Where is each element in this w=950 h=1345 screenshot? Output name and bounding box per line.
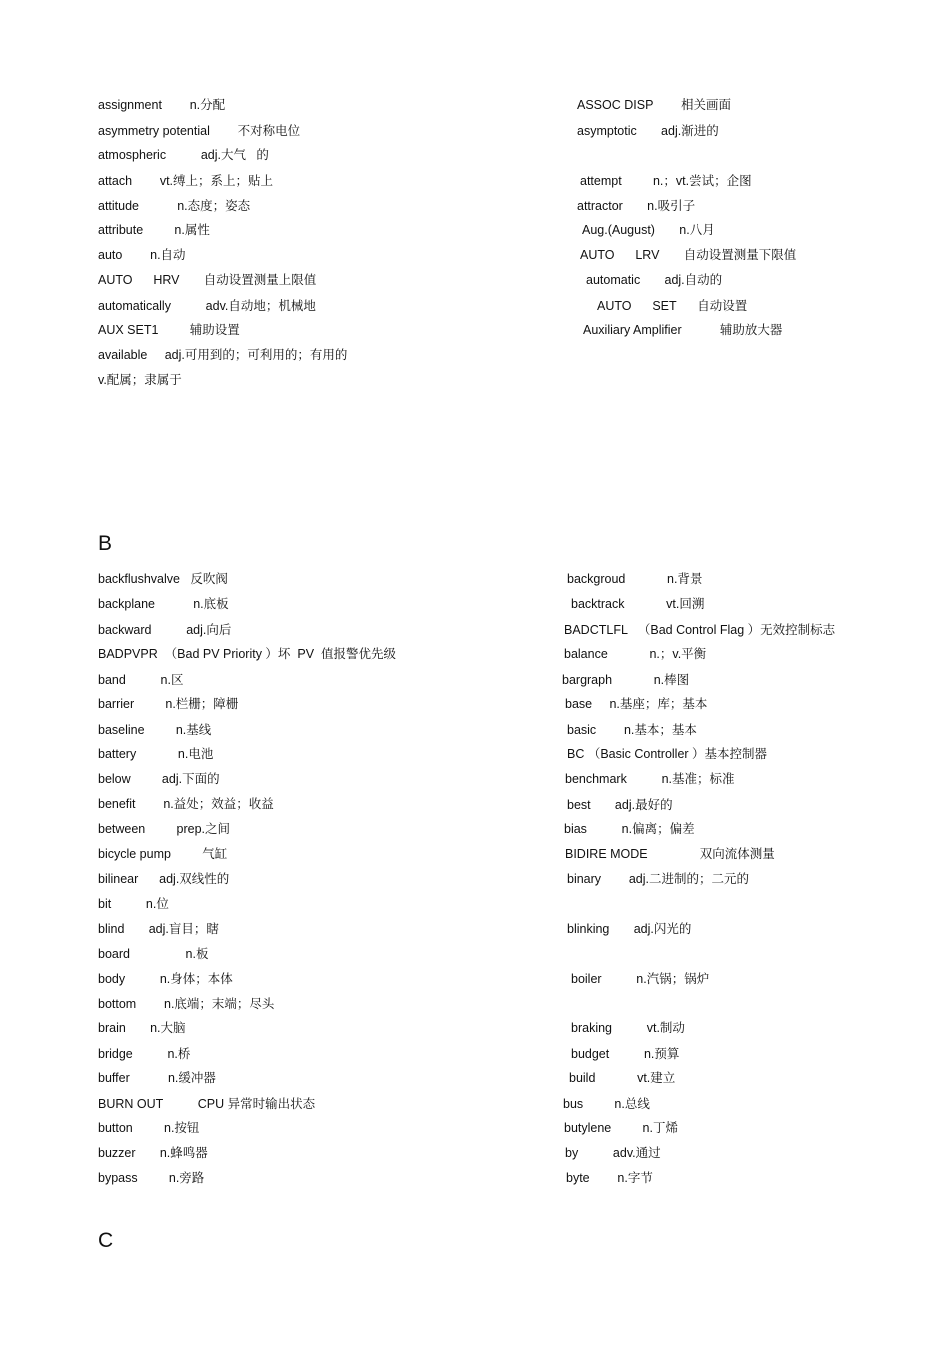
entry-buzzer: buzzer n.蜂鸣器 (98, 1146, 208, 1160)
entry-bicycle-pump: bicycle pump 气缸 (98, 847, 228, 861)
entry-bit: bit n.位 (98, 897, 169, 911)
entry-body: body n.身体；本体 (98, 972, 233, 986)
entry-automatically: automatically adv.自动地；机械地 (98, 299, 316, 313)
entry-atmospheric: atmospheric adj.大气 的 (98, 148, 269, 162)
entry-backgroud: backgroud n.背景 (567, 572, 703, 586)
section-heading-c: C (98, 1229, 114, 1252)
entry-base: base n.基座；库；基本 (565, 697, 708, 711)
entry-assoc-disp: ASSOC DISP 相关画面 (577, 98, 731, 112)
entry-balance: balance n.；v.平衡 (564, 647, 707, 661)
entry-backward: backward adj.向后 (98, 623, 232, 637)
entry-auto-lrv: AUTO LRV 自动设置测量下限值 (580, 248, 797, 262)
entry-auxiliary-amplifier: Auxiliary Amplifier 辅助放大器 (583, 323, 783, 337)
entry-band: band n.区 (98, 673, 184, 687)
entry-auto-set: AUTO SET 自动设置 (597, 299, 748, 313)
entry-bridge: bridge n.桥 (98, 1047, 191, 1061)
entry-bus: bus n.总线 (563, 1097, 650, 1111)
entry-aux-set1: AUX SET1 辅助设置 (98, 323, 240, 337)
entry-attitude: attitude n.态度；姿态 (98, 199, 251, 213)
entry-boiler: boiler n.汽锅；锅炉 (571, 972, 710, 986)
entry-board: board n.板 (98, 947, 209, 961)
entry-basic: basic n.基本；基本 (567, 723, 697, 737)
entry-braking: braking vt.制动 (571, 1021, 685, 1035)
entry-auto-hrv: AUTO HRV 自动设置测量上限值 (98, 273, 317, 287)
entry-budget: budget n.预算 (571, 1047, 680, 1061)
entry-battery: battery n.电池 (98, 747, 214, 761)
entry-between: between prep.之间 (98, 822, 231, 836)
entry-attempt: attempt n.；vt.尝试；企图 (580, 174, 752, 188)
entry-benefit: benefit n.益处；效益；收益 (98, 797, 274, 811)
entry-bidire-mode: BIDIRE MODE 双向流体测量 (565, 847, 775, 861)
entry-below: below adj.下面的 (98, 772, 220, 786)
entry-blind: blind adj.盲目；瞎 (98, 922, 219, 936)
entry-best: best adj.最好的 (567, 798, 673, 812)
section-heading-b: B (98, 532, 113, 555)
entry-benchmark: benchmark n.基准；标准 (565, 772, 735, 786)
entry-asymptotic: asymptotic adj.渐进的 (577, 124, 719, 138)
entry-buffer: buffer n.缓冲器 (98, 1071, 216, 1085)
entry-available-continued: v.配属；隶属于 (98, 373, 182, 387)
entry-binary: binary adj.二进制的；二元的 (567, 872, 749, 886)
entry-baseline: baseline n.基线 (98, 723, 212, 737)
entry-bias: bias n.偏离；偏差 (564, 822, 695, 836)
entry-backplane: backplane n.底板 (98, 597, 229, 611)
entry-bargraph: bargraph n.棒图 (562, 673, 690, 687)
entry-blinking: blinking adj.闪光的 (567, 922, 692, 936)
entry-available: available adj.可用到的；可利用的；有用的 (98, 348, 348, 362)
entry-bypass: bypass n.旁路 (98, 1171, 205, 1185)
entry-barrier: barrier n.栏栅；障栅 (98, 697, 239, 711)
entry-assignment: assignment n.分配 (98, 98, 226, 112)
entry-bilinear: bilinear adj.双线性的 (98, 872, 230, 886)
entry-button: button n.按钮 (98, 1121, 200, 1135)
entry-badctlfl: BADCTLFL （Bad Control Flag ）无效控制标志 (564, 623, 836, 637)
entry-brain: brain n.大脑 (98, 1021, 186, 1035)
entry-butylene: butylene n.丁烯 (564, 1121, 678, 1135)
entry-august: Aug.(August) n.八月 (582, 223, 715, 237)
entry-build: build vt.建立 (569, 1071, 676, 1085)
entry-byte: byte n.字节 (566, 1171, 653, 1185)
entry-by: by adv.通过 (565, 1146, 661, 1160)
entry-burn-out: BURN OUT CPU 异常时输出状态 (98, 1097, 316, 1111)
entry-attribute: attribute n.属性 (98, 223, 210, 237)
entry-badpvpr: BADPVPR （Bad PV Priority ）坏 PV 值报警优先级 (98, 647, 396, 661)
entry-backflushvalve: backflushvalve 反吹阀 (98, 572, 228, 586)
entry-automatic: automatic adj.自动的 (586, 273, 723, 287)
entry-asymmetry-potential: asymmetry potential 不对称电位 (98, 124, 301, 138)
entry-bc: BC （Basic Controller ）基本控制器 (567, 747, 768, 761)
entry-auto: auto n.自动 (98, 248, 186, 262)
entry-bottom: bottom n.底端；末端；尽头 (98, 997, 275, 1011)
entry-attach: attach vt.缚上；系上；贴上 (98, 174, 274, 188)
entry-backtrack: backtrack vt.回溯 (571, 597, 705, 611)
entry-attractor: attractor n.吸引子 (577, 199, 696, 213)
